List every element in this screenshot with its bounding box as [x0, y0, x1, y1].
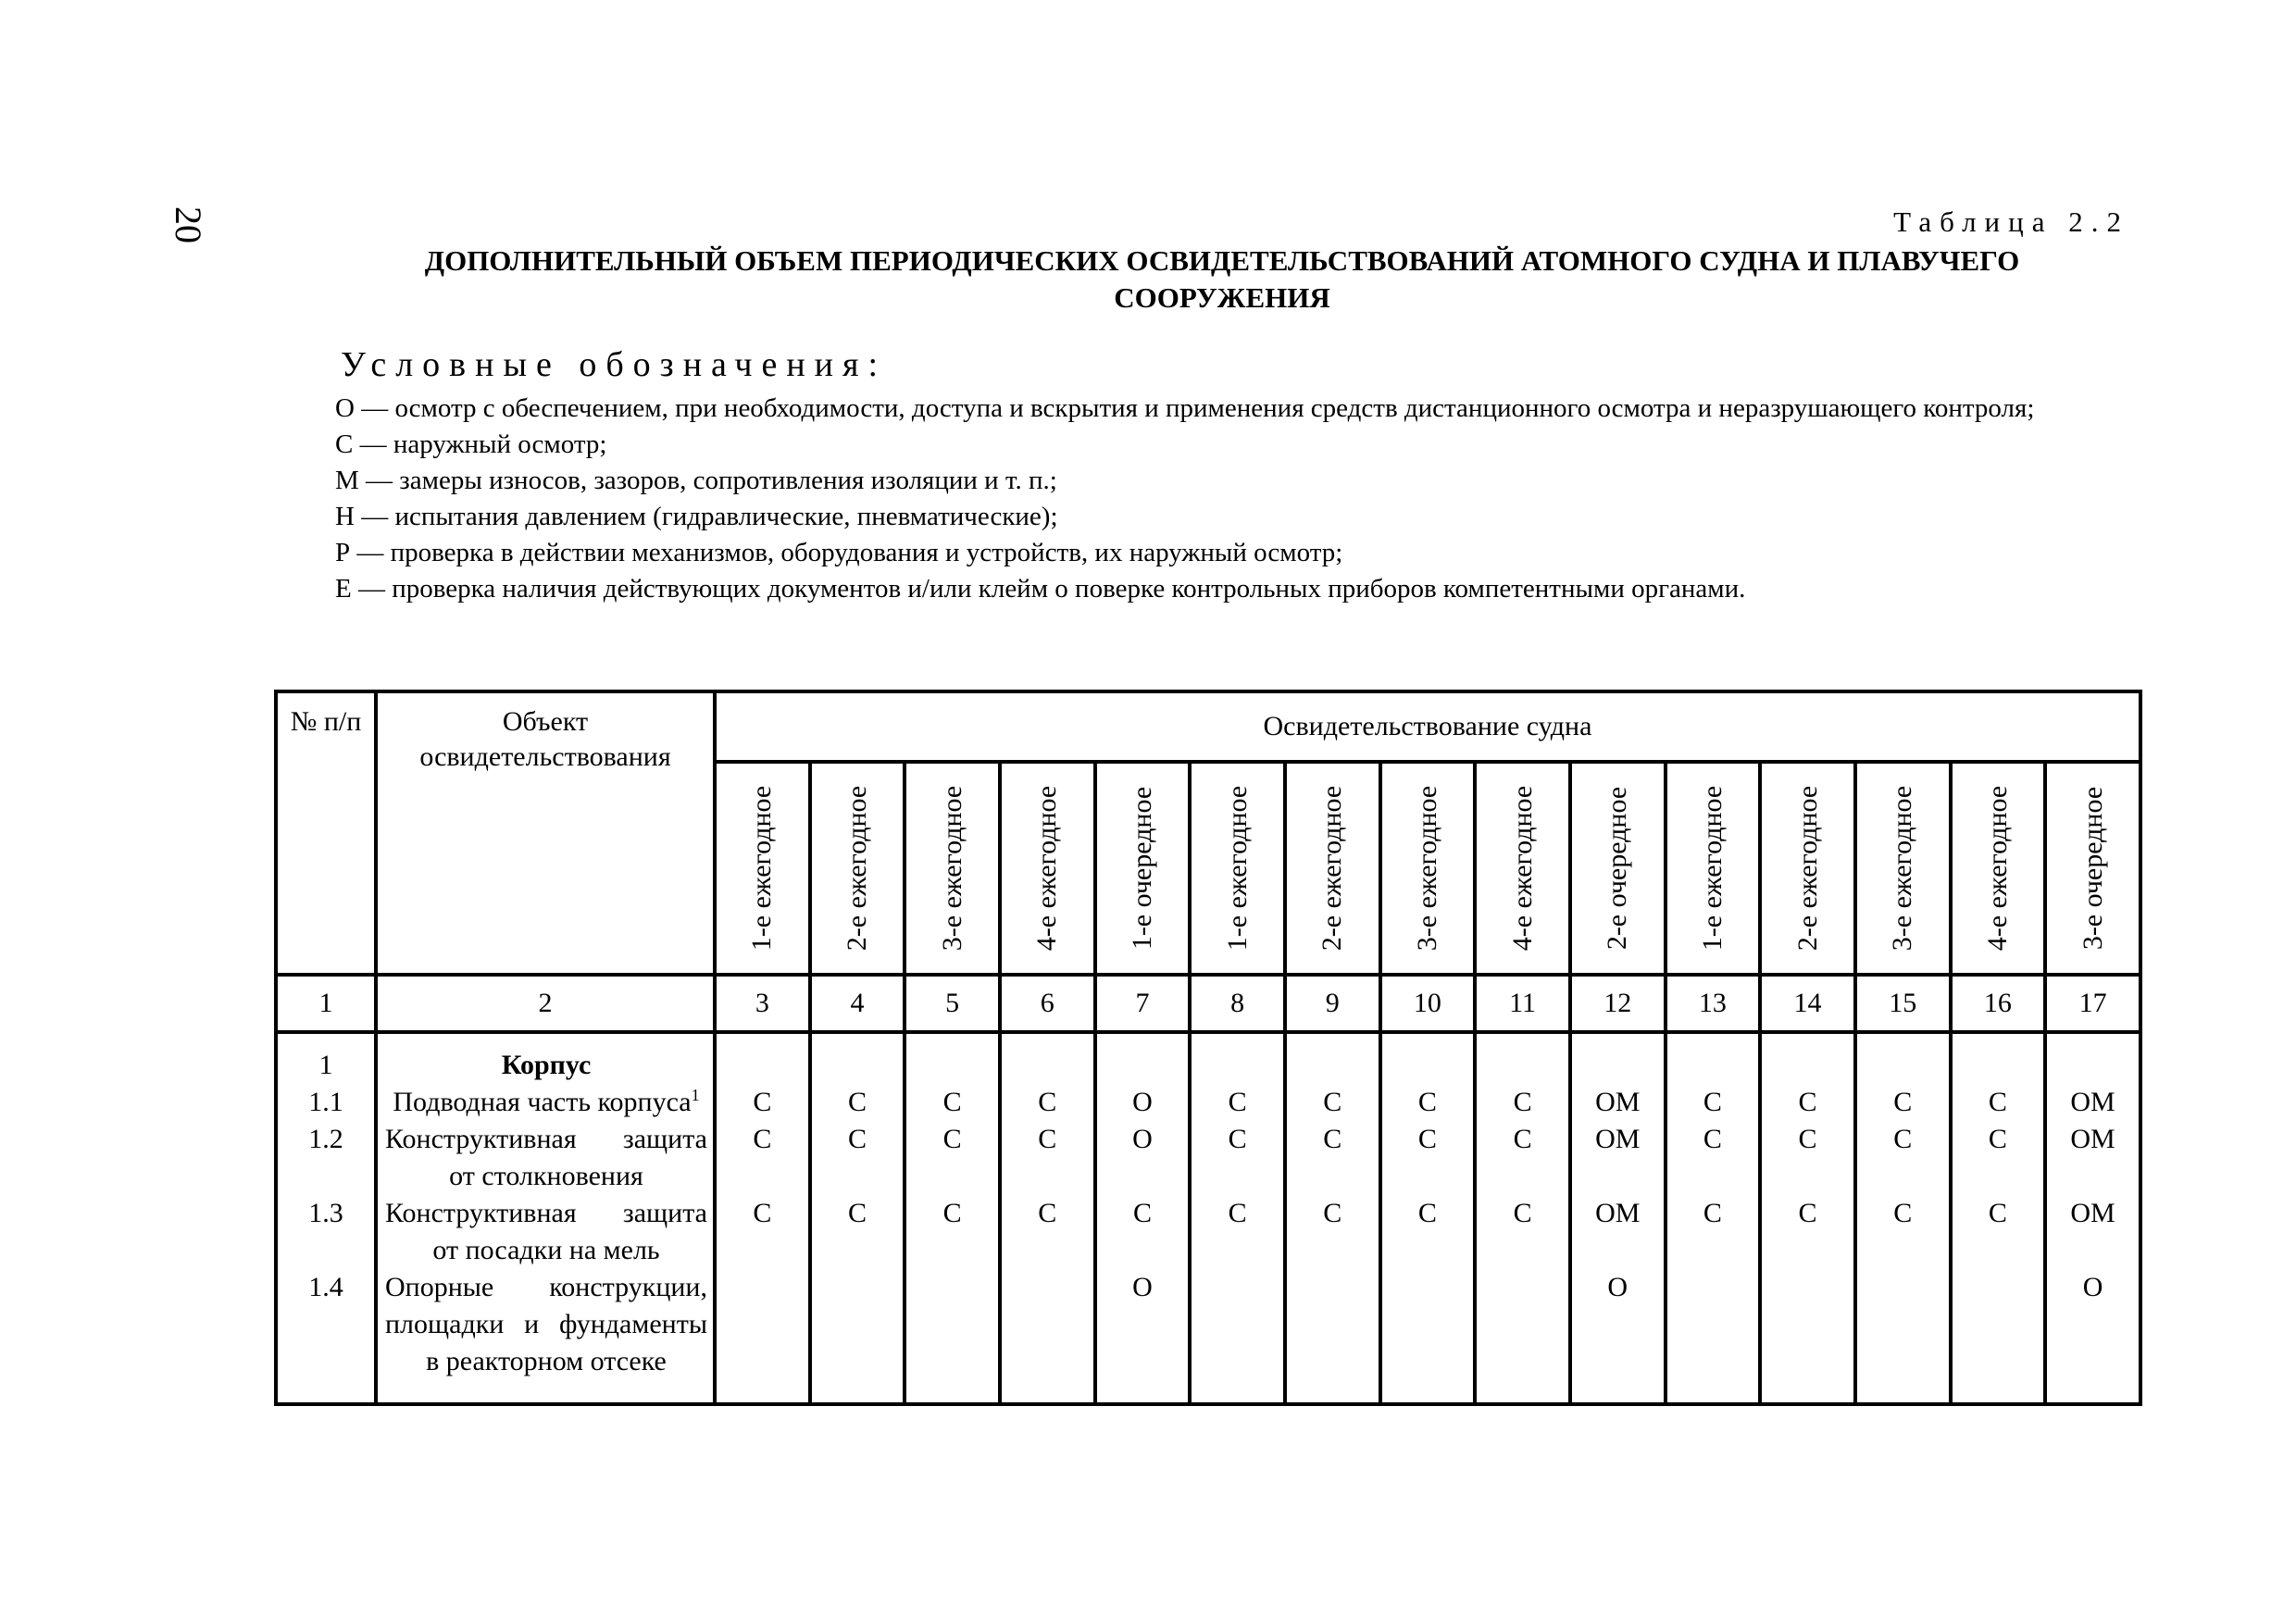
spacer: [2047, 1343, 2139, 1380]
survey-value-cell: [1760, 1032, 1855, 1404]
object-name-line: [385, 1306, 707, 1343]
title-line-2: СООРУЖЕНИЯ: [1114, 281, 1330, 314]
survey-column-label: 3-е ежегодное: [1887, 785, 1918, 952]
spacer: [1382, 1158, 1474, 1195]
survey-column-label: 3-е ежегодное: [1411, 785, 1442, 952]
column-number: 17: [2045, 975, 2140, 1032]
spacer: [1953, 1047, 2044, 1084]
survey-value: [1002, 1269, 1093, 1306]
survey-value: С: [1038, 1087, 1057, 1117]
survey-value: О: [2082, 1272, 2103, 1302]
spacer: [1857, 1047, 1949, 1084]
survey-value-cell: [2045, 1032, 2140, 1404]
spacer: [906, 1232, 998, 1269]
survey-column-label: 4-е ежегодное: [1506, 785, 1538, 952]
object-name-line: [385, 1121, 707, 1158]
item-number-cell: [276, 1032, 376, 1404]
survey-value-cell: [1951, 1032, 2046, 1404]
spacer: [1192, 1047, 1283, 1084]
survey-value: [1953, 1269, 2044, 1306]
survey-value: С: [753, 1087, 772, 1117]
spacer: [812, 1158, 904, 1195]
survey-column-header: [715, 762, 810, 975]
survey-value: ОМ: [1595, 1124, 1641, 1154]
spacer: [717, 1306, 808, 1343]
legend-line: С — наружный осмотр;: [335, 429, 607, 459]
spacer: [278, 1306, 374, 1343]
spacer: [1953, 1232, 2044, 1269]
survey-value: С: [1038, 1124, 1057, 1154]
survey-value: С: [1228, 1087, 1247, 1117]
spacer: [1953, 1343, 2044, 1380]
survey-value: [1667, 1269, 1759, 1306]
survey-column-label: 2-е ежегодное: [841, 785, 872, 952]
spacer: [1382, 1047, 1474, 1084]
spacer: [1097, 1158, 1189, 1195]
spacer: [1857, 1306, 1949, 1343]
spacer: [906, 1306, 998, 1343]
survey-column-header: [1095, 762, 1191, 975]
survey-value: С: [847, 1124, 867, 1154]
column-number: 14: [1760, 975, 1855, 1032]
spacer: [1953, 1158, 2044, 1195]
footnote-marker: 1: [691, 1086, 700, 1104]
spacer: [906, 1343, 998, 1380]
survey-value: [812, 1269, 904, 1306]
spacer: [1382, 1343, 1474, 1380]
survey-column-header: [810, 762, 905, 975]
spacer: [1667, 1343, 1759, 1380]
survey-value: С: [1323, 1087, 1342, 1117]
survey-column-header: [1000, 762, 1095, 975]
survey-column-label: 1-е ежегодное: [1696, 785, 1728, 952]
spacer: [1477, 1343, 1568, 1380]
object-name-line: [385, 1232, 707, 1269]
section-name: Корпус: [501, 1050, 592, 1080]
legend-line: Е — проверка наличия действующих документов и/или клейм о поверке контрольных приборов компетентными органами.: [335, 574, 1746, 604]
page-number: 20: [168, 206, 209, 243]
spacer: [1572, 1232, 1664, 1269]
spacer: [906, 1158, 998, 1195]
column-number: 15: [1855, 975, 1951, 1032]
object-name-text: Конструктивная защита: [385, 1124, 707, 1154]
survey-column-label: 2-е ежегодное: [1316, 785, 1348, 952]
survey-value: С: [753, 1198, 772, 1228]
survey-value: [717, 1269, 808, 1306]
survey-column-label: 1-е ежегодное: [746, 785, 778, 952]
spacer: [1002, 1232, 1093, 1269]
item-number: 1.2: [308, 1124, 343, 1154]
survey-value: ОМ: [1595, 1087, 1641, 1117]
survey-column-header: [1380, 762, 1476, 975]
survey-value-cell: [905, 1032, 1000, 1404]
header-row: [276, 691, 2140, 762]
survey-column-header: [905, 762, 1000, 975]
survey-value: С: [1132, 1198, 1152, 1228]
column-number: 12: [1570, 975, 1666, 1032]
spacer: [1287, 1232, 1379, 1269]
column-number: 3: [715, 975, 810, 1032]
section-body-row: [276, 1032, 2140, 1404]
survey-value: С: [1417, 1198, 1437, 1228]
survey-value: [1192, 1269, 1283, 1306]
survey-column-header: [1666, 762, 1761, 975]
spacer: [717, 1343, 808, 1380]
survey-value: С: [1988, 1124, 2007, 1154]
spacer: [1192, 1232, 1283, 1269]
document-title: [315, 243, 2129, 317]
survey-value: [1762, 1269, 1853, 1306]
spacer: [1667, 1047, 1759, 1084]
survey-value: О: [1132, 1087, 1153, 1117]
spacer: [1287, 1343, 1379, 1380]
object-name-text: в реакторном отсеке: [426, 1346, 667, 1376]
survey-value-cell: [1570, 1032, 1666, 1404]
survey-value: С: [1417, 1124, 1437, 1154]
spacer: [278, 1232, 374, 1269]
survey-column-label: 3-е ежегодное: [936, 785, 967, 952]
column-number: 16: [1951, 975, 2046, 1032]
survey-value: С: [1513, 1087, 1532, 1117]
object-name-text: от посадки на мель: [432, 1235, 660, 1265]
object-name-text: Опорные конструкции,: [385, 1272, 707, 1302]
survey-column-header: [1570, 762, 1666, 975]
survey-value: С: [1988, 1087, 2007, 1117]
column-number: 13: [1666, 975, 1761, 1032]
survey-value-cell: [1095, 1032, 1191, 1404]
spacer: [1572, 1158, 1664, 1195]
survey-value: С: [1798, 1087, 1817, 1117]
survey-value: С: [1323, 1198, 1342, 1228]
spacer: [1572, 1047, 1664, 1084]
object-name-line: [385, 1195, 707, 1232]
survey-header: Освидетельствование судна: [715, 691, 2140, 762]
survey-value: [906, 1269, 998, 1306]
spacer: [2047, 1232, 2139, 1269]
spacer: [1762, 1306, 1853, 1343]
spacer: [2047, 1047, 2139, 1084]
spacer: [717, 1047, 808, 1084]
table-label: Таблица 2.2: [1893, 205, 2129, 238]
spacer: [1382, 1232, 1474, 1269]
survey-value: [1477, 1269, 1568, 1306]
spacer: [1762, 1158, 1853, 1195]
spacer: [1857, 1158, 1949, 1195]
survey-column-header: [1951, 762, 2046, 975]
survey-value: С: [1703, 1087, 1722, 1117]
survey-value: С: [1513, 1124, 1532, 1154]
column-numbers-row: [276, 975, 2140, 1032]
spacer: [2047, 1306, 2139, 1343]
survey-column-label: 3-е очередное: [2077, 786, 2108, 951]
survey-value: ОМ: [2070, 1124, 2115, 1154]
object-name-line: [385, 1158, 707, 1195]
object-name-line: [385, 1343, 707, 1380]
survey-value: С: [1417, 1087, 1437, 1117]
object-cell: [376, 1032, 715, 1404]
survey-value: С: [1798, 1198, 1817, 1228]
spacer: [1572, 1306, 1664, 1343]
object-name-text: Подводная часть корпуса: [393, 1087, 692, 1117]
survey-value: С: [942, 1198, 962, 1228]
survey-value: О: [1132, 1272, 1153, 1302]
survey-column-label: 2-е очередное: [1602, 786, 1633, 951]
survey-value-cell: [715, 1032, 810, 1404]
column-number: 6: [1000, 975, 1095, 1032]
survey-column-header: [1285, 762, 1380, 975]
item-number: 1.1: [308, 1087, 343, 1117]
survey-value: С: [1323, 1124, 1342, 1154]
survey-column-header: [1760, 762, 1855, 975]
survey-value: С: [1988, 1198, 2007, 1228]
survey-value-cell: [1190, 1032, 1285, 1404]
column-number: 2: [376, 975, 715, 1032]
survey-value: О: [1607, 1272, 1628, 1302]
survey-value: С: [847, 1198, 867, 1228]
spacer: [812, 1047, 904, 1084]
column-number: 9: [1285, 975, 1380, 1032]
survey-column-label: 4-е ежегодное: [1981, 785, 2013, 952]
spacer: [1477, 1232, 1568, 1269]
survey-column-label: 1-е ежегодное: [1221, 785, 1253, 952]
survey-value: С: [942, 1124, 962, 1154]
survey-value: С: [942, 1087, 962, 1117]
spacer: [1192, 1306, 1283, 1343]
survey-column-header: [2045, 762, 2140, 975]
column-number: 7: [1095, 975, 1191, 1032]
survey-column-label: 2-е ежегодное: [1791, 785, 1823, 952]
survey-column-header: [1475, 762, 1570, 975]
survey-value: [1857, 1269, 1949, 1306]
spacer: [1002, 1306, 1093, 1343]
spacer: [1477, 1306, 1568, 1343]
survey-value-cell: [1855, 1032, 1951, 1404]
survey-column-label: 4-е ежегодное: [1031, 785, 1063, 952]
spacer: [717, 1158, 808, 1195]
object-name-text: площадки и фундаменты: [385, 1309, 707, 1339]
column-number: 8: [1190, 975, 1285, 1032]
survey-value: С: [1798, 1124, 1817, 1154]
spacer: [1857, 1343, 1949, 1380]
spacer: [1762, 1232, 1853, 1269]
title-line-1: ДОПОЛНИТЕЛЬНЫЙ ОБЪЕМ ПЕРИОДИЧЕСКИХ ОСВИДЕТЕЛЬСТВОВАНИЙ АТОМНОГО СУДНА И ПЛАВУЧЕГО: [424, 244, 2020, 277]
survey-value: С: [1038, 1198, 1057, 1228]
spacer: [1287, 1306, 1379, 1343]
spacer: [278, 1343, 374, 1380]
spacer: [812, 1232, 904, 1269]
survey-value-cell: [1380, 1032, 1476, 1404]
survey-value: С: [1893, 1198, 1913, 1228]
spacer: [2047, 1158, 2139, 1195]
spacer: [1192, 1343, 1283, 1380]
spacer: [717, 1232, 808, 1269]
legend-line: М — замеры износов, зазоров, сопротивления изоляции и т. п.;: [335, 466, 1057, 495]
survey-value: ОМ: [1595, 1198, 1641, 1228]
survey-value: С: [1228, 1124, 1247, 1154]
spacer: [1762, 1343, 1853, 1380]
survey-value-cell: [1666, 1032, 1761, 1404]
survey-value: С: [753, 1124, 772, 1154]
col-object-header: Объект освидетельствования: [376, 691, 715, 975]
spacer: [1477, 1047, 1568, 1084]
column-number: 5: [905, 975, 1000, 1032]
survey-value: С: [1228, 1198, 1247, 1228]
spacer: [1097, 1047, 1189, 1084]
survey-value: ОМ: [2070, 1087, 2115, 1117]
spacer: [1667, 1232, 1759, 1269]
survey-value-cell: [1000, 1032, 1095, 1404]
spacer: [1287, 1047, 1379, 1084]
item-number: 1.4: [308, 1272, 343, 1302]
object-name-line: [385, 1269, 707, 1306]
survey-value: [1382, 1269, 1474, 1306]
spacer: [1002, 1047, 1093, 1084]
spacer: [1953, 1306, 2044, 1343]
survey-value: О: [1132, 1124, 1153, 1154]
legend-line: О — осмотр с обеспечением, при необходимости, доступа и вскрытия и применения средств дистанционного осмотра и неразрушающего контроля;: [335, 393, 2035, 423]
spacer: [1002, 1343, 1093, 1380]
spacer: [1287, 1158, 1379, 1195]
object-name-line: [385, 1084, 707, 1121]
survey-table: [274, 690, 2142, 1406]
survey-column-label: 1-е очередное: [1126, 786, 1157, 951]
legend-line: Н — испытания давлением (гидравлические, пневматические);: [335, 502, 1058, 531]
survey-value-cell: [1475, 1032, 1570, 1404]
survey-value: С: [847, 1087, 867, 1117]
survey-column-header: [1855, 762, 1951, 975]
spacer: [812, 1306, 904, 1343]
spacer: [1097, 1232, 1189, 1269]
spacer: [1192, 1158, 1283, 1195]
spacer: [1857, 1232, 1949, 1269]
legend: [296, 344, 2139, 607]
legend-title: Условные обозначения:: [341, 345, 888, 384]
spacer: [906, 1047, 998, 1084]
survey-value: С: [1513, 1198, 1532, 1228]
survey-column-header: [1190, 762, 1285, 975]
column-number: 4: [810, 975, 905, 1032]
col-num-header: № п/п: [276, 691, 376, 975]
column-number: 11: [1475, 975, 1570, 1032]
spacer: [1002, 1158, 1093, 1195]
section-number: 1: [318, 1050, 333, 1080]
spacer: [1667, 1158, 1759, 1195]
survey-value: С: [1893, 1124, 1913, 1154]
spacer: [1097, 1306, 1189, 1343]
survey-value-cell: [1285, 1032, 1380, 1404]
spacer: [1667, 1306, 1759, 1343]
column-number: 1: [276, 975, 376, 1032]
survey-value: С: [1703, 1198, 1722, 1228]
spacer: [812, 1343, 904, 1380]
survey-value: С: [1703, 1124, 1722, 1154]
spacer: [1477, 1158, 1568, 1195]
spacer: [1382, 1306, 1474, 1343]
survey-value: ОМ: [2070, 1198, 2115, 1228]
spacer: [278, 1158, 374, 1195]
object-name-text: от столкновения: [449, 1161, 643, 1191]
item-number: 1.3: [308, 1198, 343, 1228]
survey-value: С: [1893, 1087, 1913, 1117]
survey-value-cell: [810, 1032, 905, 1404]
spacer: [1097, 1343, 1189, 1380]
spacer: [1572, 1343, 1664, 1380]
object-name-text: Конструктивная защита: [385, 1198, 707, 1228]
column-number: 10: [1380, 975, 1476, 1032]
spacer: [1762, 1047, 1853, 1084]
legend-line: Р — проверка в действии механизмов, оборудования и устройств, их наружный осмотр;: [335, 538, 1343, 567]
survey-value: [1287, 1269, 1379, 1306]
